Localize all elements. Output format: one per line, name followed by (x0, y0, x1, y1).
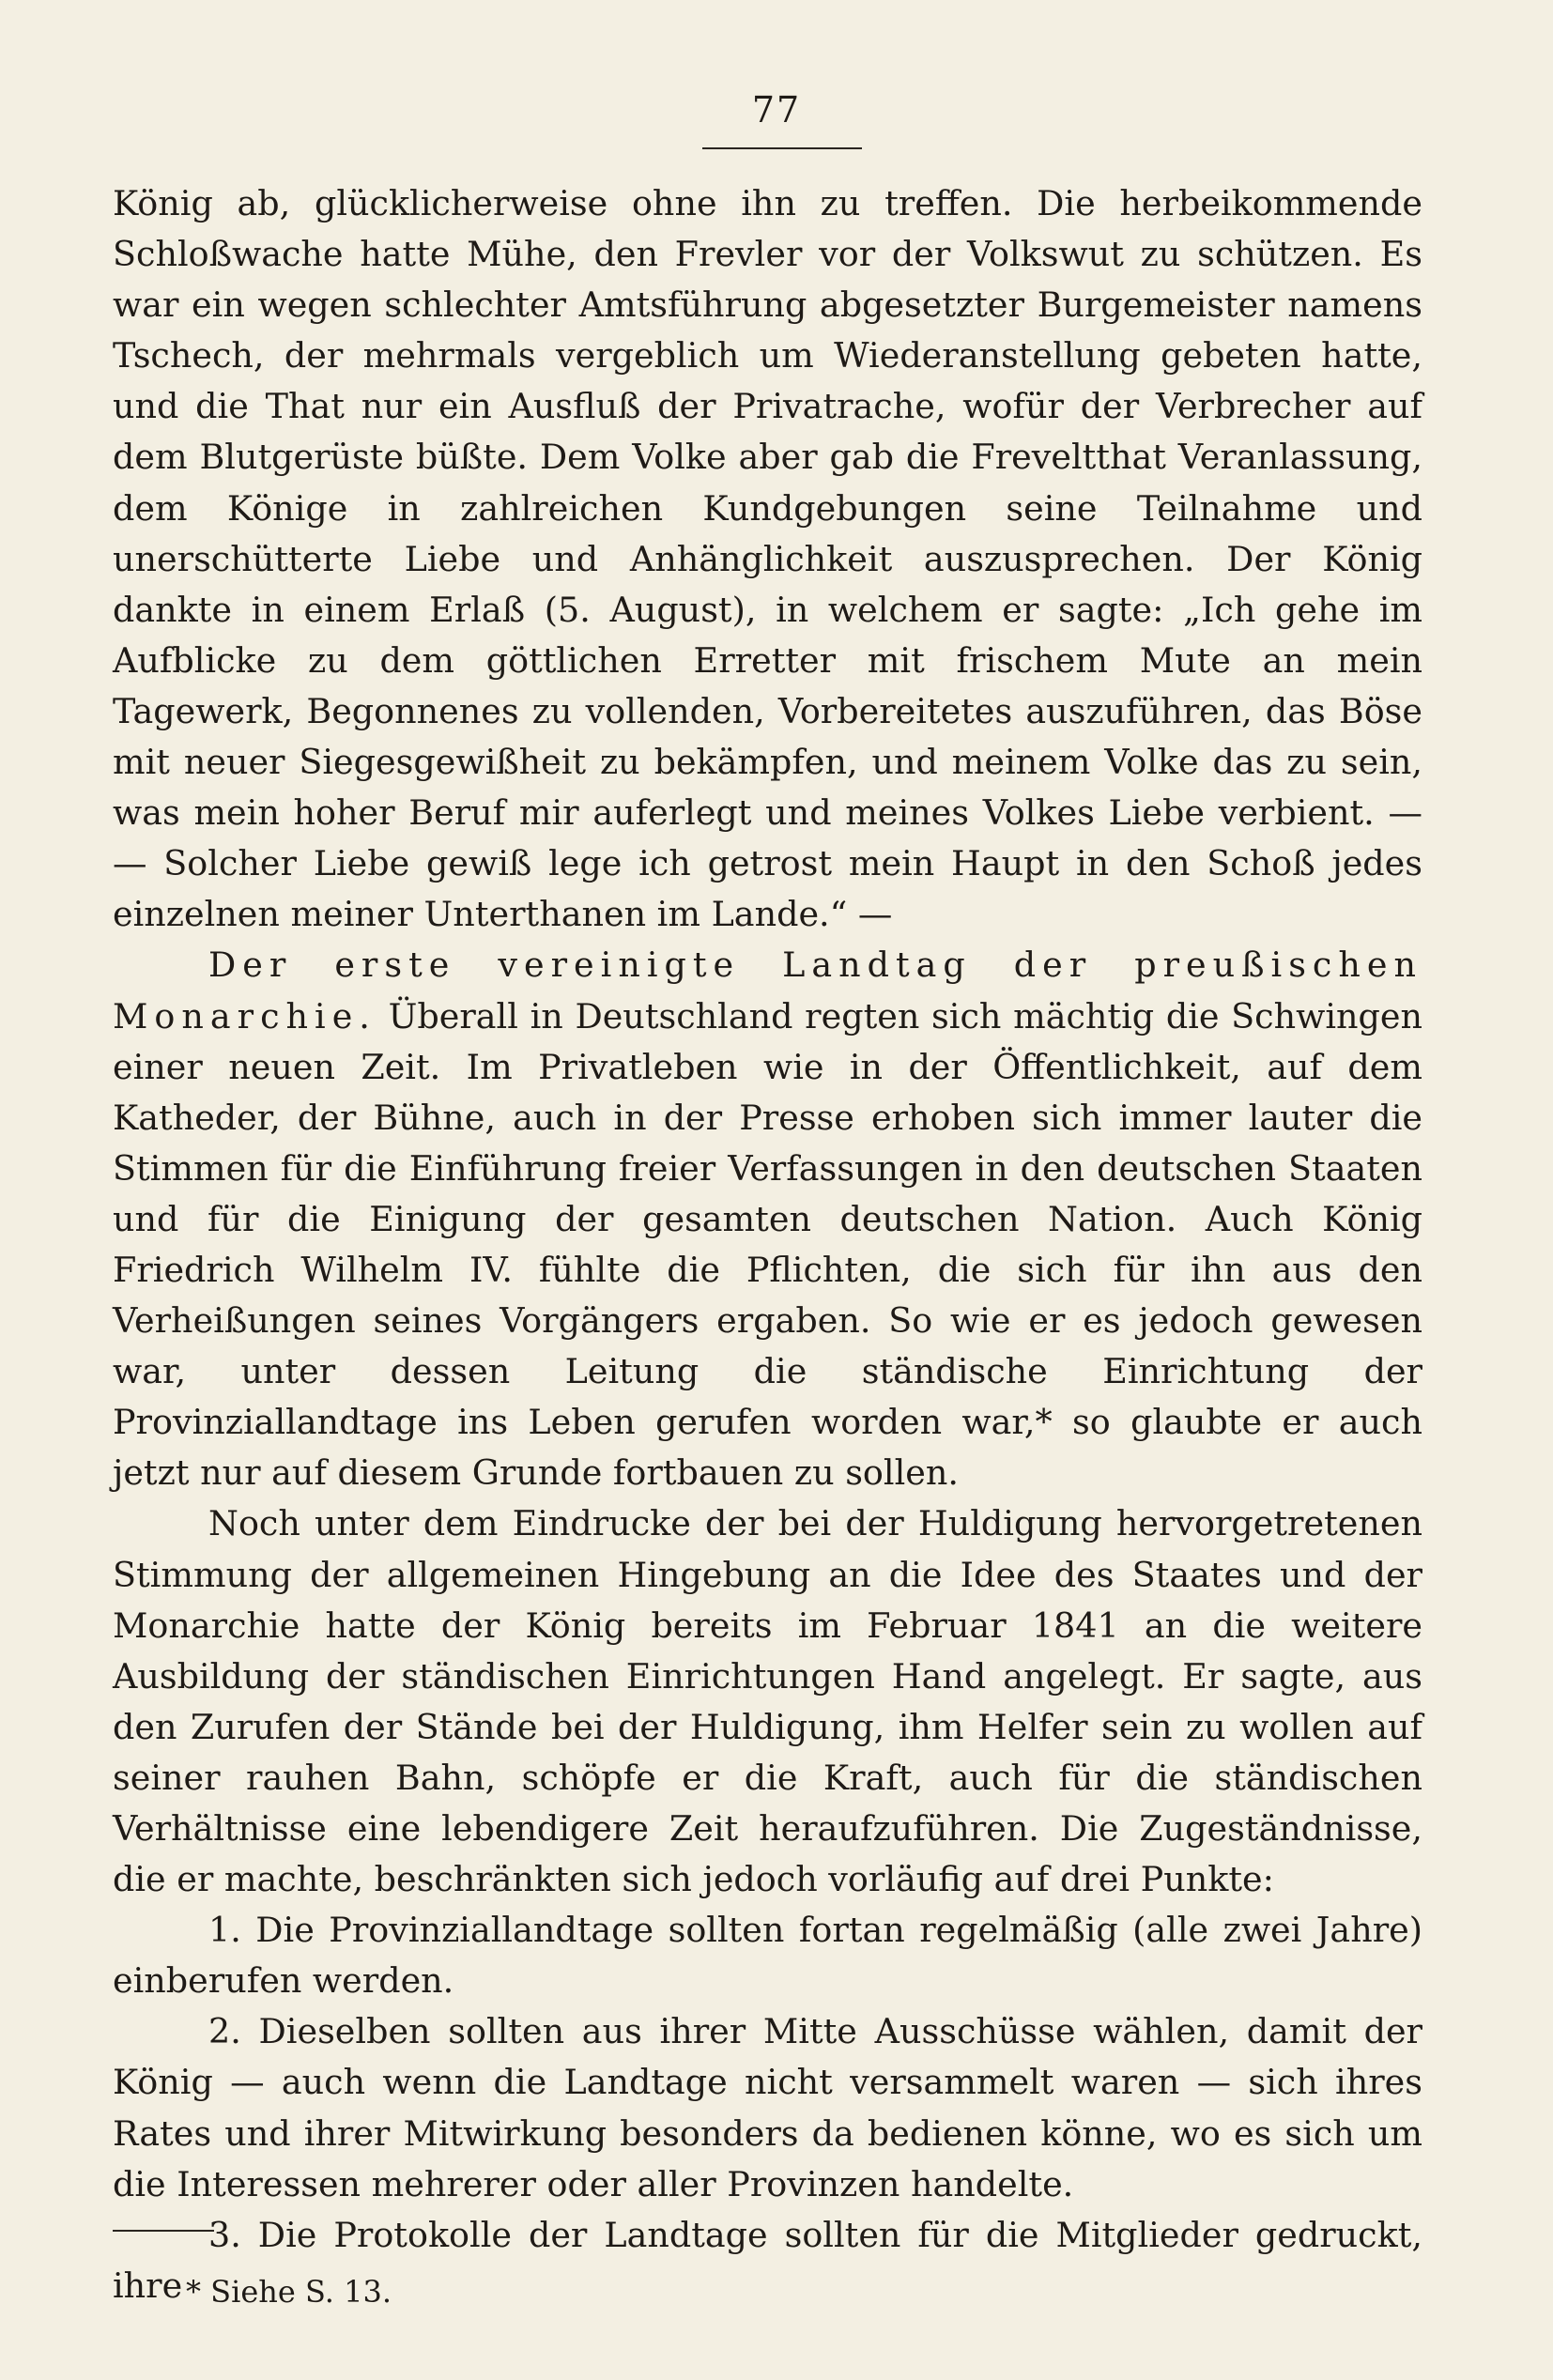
list-item-3: 3. Die Protokolle der Landtage sollten für die Mitglieder gedruckt, ihre (113, 2214, 1422, 2306)
header-rule (702, 147, 862, 149)
paragraph-1: König ab, glücklicherweise ohne ihn zu treffen. Die herbeikommende Schloßwache hatte Mühe, den Frevler vor der Volkswut zu schützen. Es war ein wegen schlechter Amtsführung abgesetzter Burgemeister namens Tschech, der mehrmals vergeblich um Wiederanstellung gebeten hatte, und die That nur ein Ausfluß der Privatrache, wofür der Verbrecher auf dem Blutgerüste büßte. Dem Volke aber gab die Freveltthat Veranlassung, dem Könige in zahlreichen Kundgebungen seine Teilnahme und unerschütterte Liebe und Anhänglichkeit auszusprechen. Der König dankte in einem Erlaß (5. August), in welchem er sagte: „Ich gehe im Aufblicke zu dem göttlichen Erretter mit frischem Mute an mein Tagewerk, Begonnenes zu vollenden, Vorbereitetes auszuführen, das Böse mit neuer Siegesgewißheit zu bekämpfen, und meinem Volke das zu sein, was mein hoher Beruf mir auferlegt und meines Volkes Liebe verbient. — — Solcher Liebe gewiß lege ich getrost mein Haupt in den Schoß jedes einzelnen meiner Unterthanen im Lande.“ — (113, 183, 1422, 935)
list-item-1: 1. Die Provinziallandtage sollten fortan regelmäßig (alle zwei Jahre) einberufen werden. (113, 1910, 1422, 2002)
paragraph-3: Noch unter dem Eindrucke der bei der Huldigung hervorgetretenen Stimmung der allgemeinen Hingebung an die Idee des Staates und der Monarchie hatte der König bereits im Februar 1841 an die weitere Ausbildung der ständischen Einrichtungen Hand angelegt. Er sagte, aus den Zurufen der Stände bei der Huldigung, ihm Helfer sein zu wollen auf seiner rauhen Bahn, schöpfe er die Kraft, auch für die ständischen Verhältnisse eine lebendigere Zeit heraufzuführen. Die Zugeständnisse, die er machte, beschränkten sich jedoch vorläufig auf drei Punkte: (113, 1503, 1422, 1900)
footnote: * Siehe S. 13. (186, 2274, 392, 2310)
paragraph-2 (113, 940, 1422, 1498)
page-number: 77 (751, 89, 802, 131)
footnote-rule (113, 2230, 214, 2232)
list-item-2: 2. Dieselben sollten aus ihrer Mitte Ausschüsse wählen, damit der König — auch wenn die Landtage nicht versammelt waren — sich ihres Rates und ihrer Mitwirkung besonders da bedienen könne, wo es sich um die Interessen mehrerer oder aller Provinzen handelte. (113, 2011, 1422, 2204)
paragraph-2-text: Überall in Deutschland regten sich mächtig die Schwingen einer neuen Zeit. Im Privatleben wie in der Öffentlichkeit, auf dem Katheder, der Bühne, auch in der Presse erhoben sich immer lauter die Stimmen für die Einführung freier Verfassungen in den deutschen Staaten und für die Einigung der gesamten deutschen Nation. Auch König Friedrich Wilhelm IV. fühlte die Pflichten, die sich für ihn aus den Verheißungen seines Vorgängers ergaben. So wie er es jedoch gewesen war, unter dessen Leitung die ständische Einrichtung der Provinziallandtage ins Leben gerufen worden war,* so glaubte er auch jetzt nur auf diesem Grunde fortbauen zu sollen. (113, 995, 1422, 1494)
text-block (113, 178, 1422, 2311)
section-heading: Der erste vereinigte Landtag der preußischen Monarchie. (113, 944, 1422, 1036)
